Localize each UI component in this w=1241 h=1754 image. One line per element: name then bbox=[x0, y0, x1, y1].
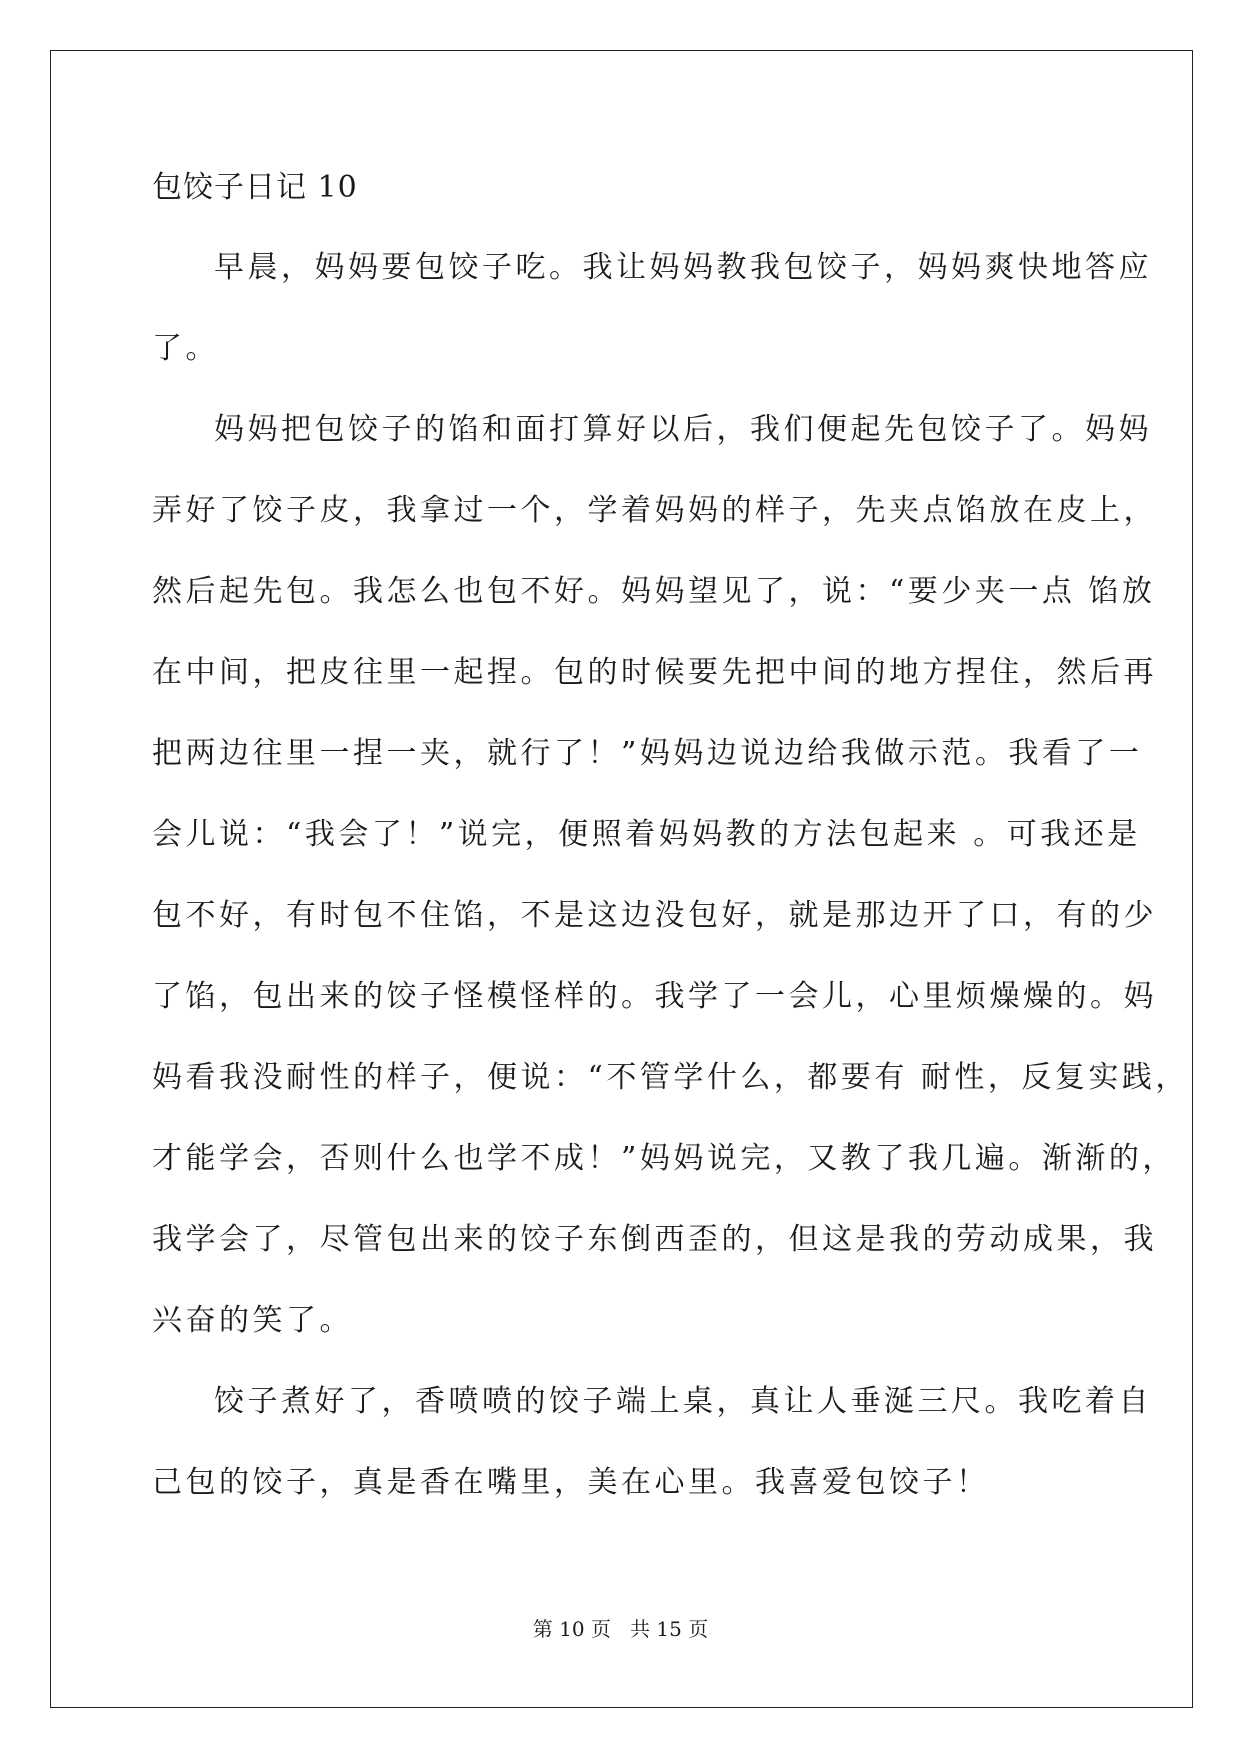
paragraph-line: 我学会了，尽管包出来的饺子东倒西歪的，但这是我的劳动成果，我 bbox=[152, 1222, 1157, 1257]
page-border bbox=[50, 50, 1193, 1708]
paragraph-line: 己包的饺子，真是香在嘴里，美在心里。我喜爱包饺子！ bbox=[152, 1465, 990, 1500]
paragraph-line: 把两边往里一捏一夹，就行了！”妈妈边说边给我做示范。我看了一 bbox=[152, 736, 1143, 771]
paragraph-line: 才能学会，否则什么也学不成！”妈妈说完，又教了我几遍。渐渐的， bbox=[152, 1141, 1176, 1176]
paragraph-line: 了。 bbox=[152, 331, 219, 366]
page-total: 共 15 页 bbox=[630, 1617, 709, 1641]
paragraph-line: 妈妈把包饺子的馅和面打算好以后，我们便起先包饺子了。妈妈 bbox=[214, 412, 1152, 447]
page-footer bbox=[0, 1615, 1241, 1643]
paragraph-line: 饺子煮好了，香喷喷的饺子端上桌，真让人垂涎三尺。我吃着自 bbox=[214, 1384, 1152, 1419]
document-title: 包饺子日记 10 bbox=[152, 170, 358, 205]
page-number: 第 10 页 bbox=[532, 1617, 611, 1641]
footer-spacer bbox=[611, 1617, 630, 1641]
paragraph-line: 兴奋的笑了。 bbox=[152, 1303, 353, 1338]
paragraph-line: 包不好，有时包不住馅，不是这边没包好，就是那边开了口，有的少 bbox=[152, 898, 1157, 933]
paragraph-line: 了馅，包出来的饺子怪模怪样的。我学了一会儿，心里烦燥燥的。妈 bbox=[152, 979, 1157, 1014]
paragraph-line: 弄好了饺子皮，我拿过一个，学着妈妈的样子，先夹点馅放在皮上， bbox=[152, 493, 1157, 528]
paragraph-line: 妈看我没耐性的样子，便说：“不管学什么，都要有 耐性，反复实践， bbox=[152, 1060, 1189, 1095]
paragraph-line: 早晨，妈妈要包饺子吃。我让妈妈教我包饺子，妈妈爽快地答应 bbox=[214, 250, 1152, 285]
paragraph-line: 会儿说：“我会了！”说完，便照着妈妈教的方法包起来 。可我还是 bbox=[152, 817, 1141, 852]
paragraph-line: 在中间，把皮往里一起捏。包的时候要先把中间的地方捏住，然后再 bbox=[152, 655, 1157, 690]
paragraph-line: 然后起先包。我怎么也包不好。妈妈望见了，说：“要少夹一点 馅放 bbox=[152, 574, 1156, 609]
